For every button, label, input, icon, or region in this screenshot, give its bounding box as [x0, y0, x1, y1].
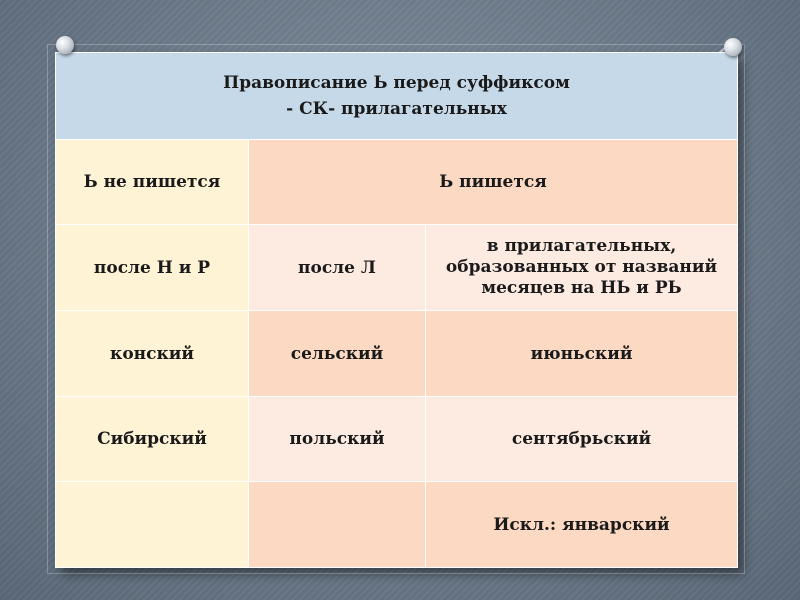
table-cell: после Н и Р	[56, 225, 249, 311]
table-cell: конский	[56, 311, 249, 397]
pushpin-left-icon	[56, 36, 74, 54]
column-header-row	[56, 140, 738, 225]
table-cell: в прилагательных, образованных от названий месяцев на НЬ и РЬ	[426, 225, 738, 311]
table-row	[56, 311, 738, 397]
column-header-written: Ь пишется	[249, 140, 738, 225]
table-cell: июньский	[426, 311, 738, 397]
table-cell: сентябрьский	[426, 397, 738, 482]
column-header-not-written: Ь не пишется	[56, 140, 249, 225]
title-line-1: Правописание Ь перед суффиксом	[223, 73, 570, 93]
table-cell: сельский	[249, 311, 426, 397]
table-row	[56, 482, 738, 568]
table-row	[56, 397, 738, 482]
table-title	[56, 53, 738, 140]
title-line-2: - СК- прилагательных	[286, 99, 507, 119]
table-row	[56, 225, 738, 311]
table-header-row	[56, 53, 738, 140]
table-cell: после Л	[249, 225, 426, 311]
rule-table	[55, 52, 738, 568]
table-cell	[249, 482, 426, 568]
pushpin-right-icon	[724, 38, 742, 56]
slide-card	[55, 52, 737, 566]
table-cell: Сибирский	[56, 397, 249, 482]
table-cell: Искл.: январский	[426, 482, 738, 568]
table-cell: польский	[249, 397, 426, 482]
table-cell	[56, 482, 249, 568]
